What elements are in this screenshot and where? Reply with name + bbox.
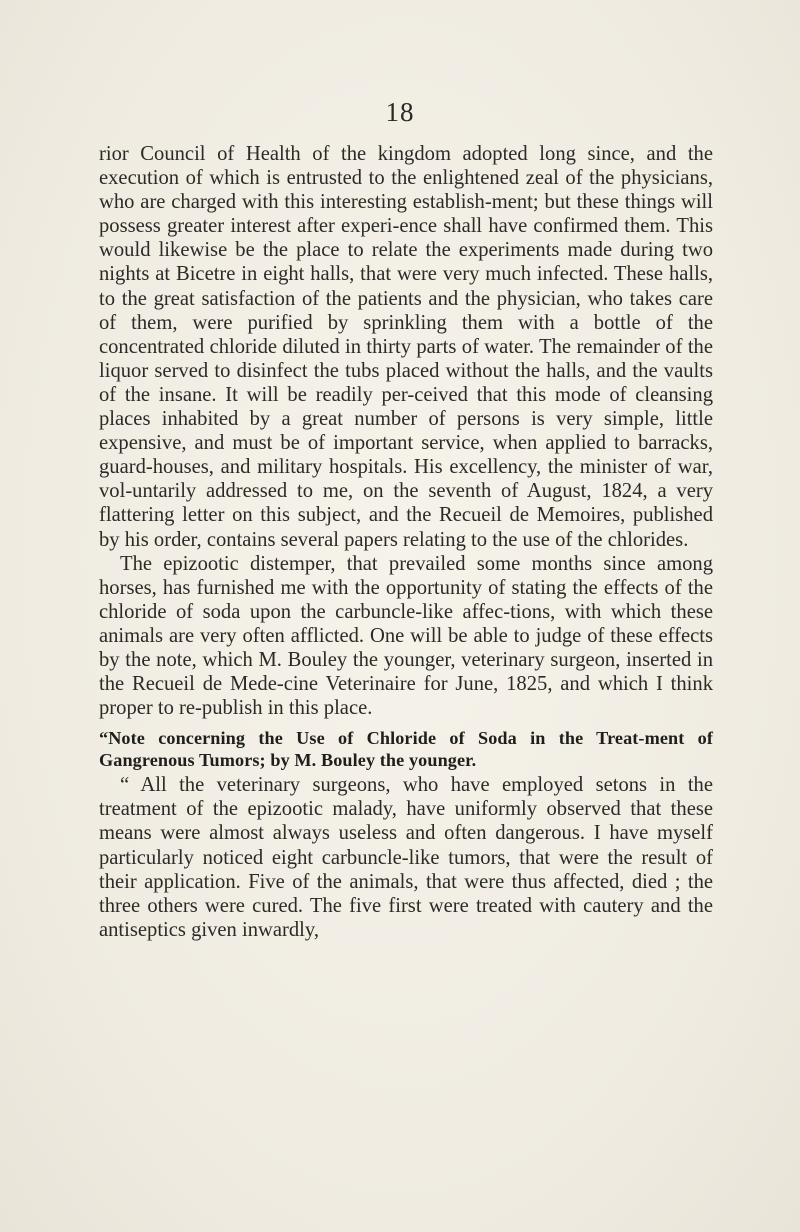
page-body xyxy=(99,142,713,942)
note-title: “Note concerning the Use of Chloride of Soda in the Treat-ment of Gangrenous Tumors; by M. Bouley the younger. xyxy=(99,728,713,771)
note-body: “ All the veterinary surgeons, who have employed setons in the treatment of the epizootic malady, have uniformly observed that these means were almost always useless and often dangerous. I have myself particularly noticed eight carbuncle-like tumors, that were the result of their application. Five of the animals, that were thus affected, died ; the three others were cured. The five first were treated with cautery and the antiseptics given inwardly, xyxy=(99,774,713,941)
paragraph-2: The epizootic distemper, that prevailed some months since among horses, has furnished me with the opportunity of stating the effects of the chloride of soda upon the carbuncle-like affec-tions, with which these animals are very often afflicted. One will be able to judge of these effects by the note, which M. Bouley the younger, veterinary surgeon, inserted in the Recueil de Mede-cine Veterinaire for June, 1825, and which I think proper to re-publish in this place. xyxy=(99,552,713,720)
paragraph-1: rior Council of Health of the kingdom adopted long since, and the execution of which is entrusted to the enlightened zeal of the physicians, who are charged with this interesting establish-ment; but these things will possess greater interest after experi-ence shall have confirmed them. This would likewise be the place to relate the experiments made during two nights at Bicetre in eight halls, that were very much infected. These halls, to the great satisfaction of the patients and the physician, who takes care of them, were purified by sprinkling them with a bottle of the concentrated chloride diluted in thirty parts of water. The remainder of the liquor served to disinfect the tubs placed without the halls, and the vaults of the insane. It will be readily per-ceived that this mode of cleansing places inhabited by a great number of persons is very simple, little expensive, and must be of important service, when applied to barracks, guard-houses, and military hospitals. His excellency, the minister of war, vol-untarily addressed to me, on the seventh of August, 1824, a very flattering letter on this subject, and the Recueil de Memoires, published by his order, contains several papers relating to the use of the chlorides. xyxy=(99,143,713,551)
page-number: 18 xyxy=(385,97,415,127)
